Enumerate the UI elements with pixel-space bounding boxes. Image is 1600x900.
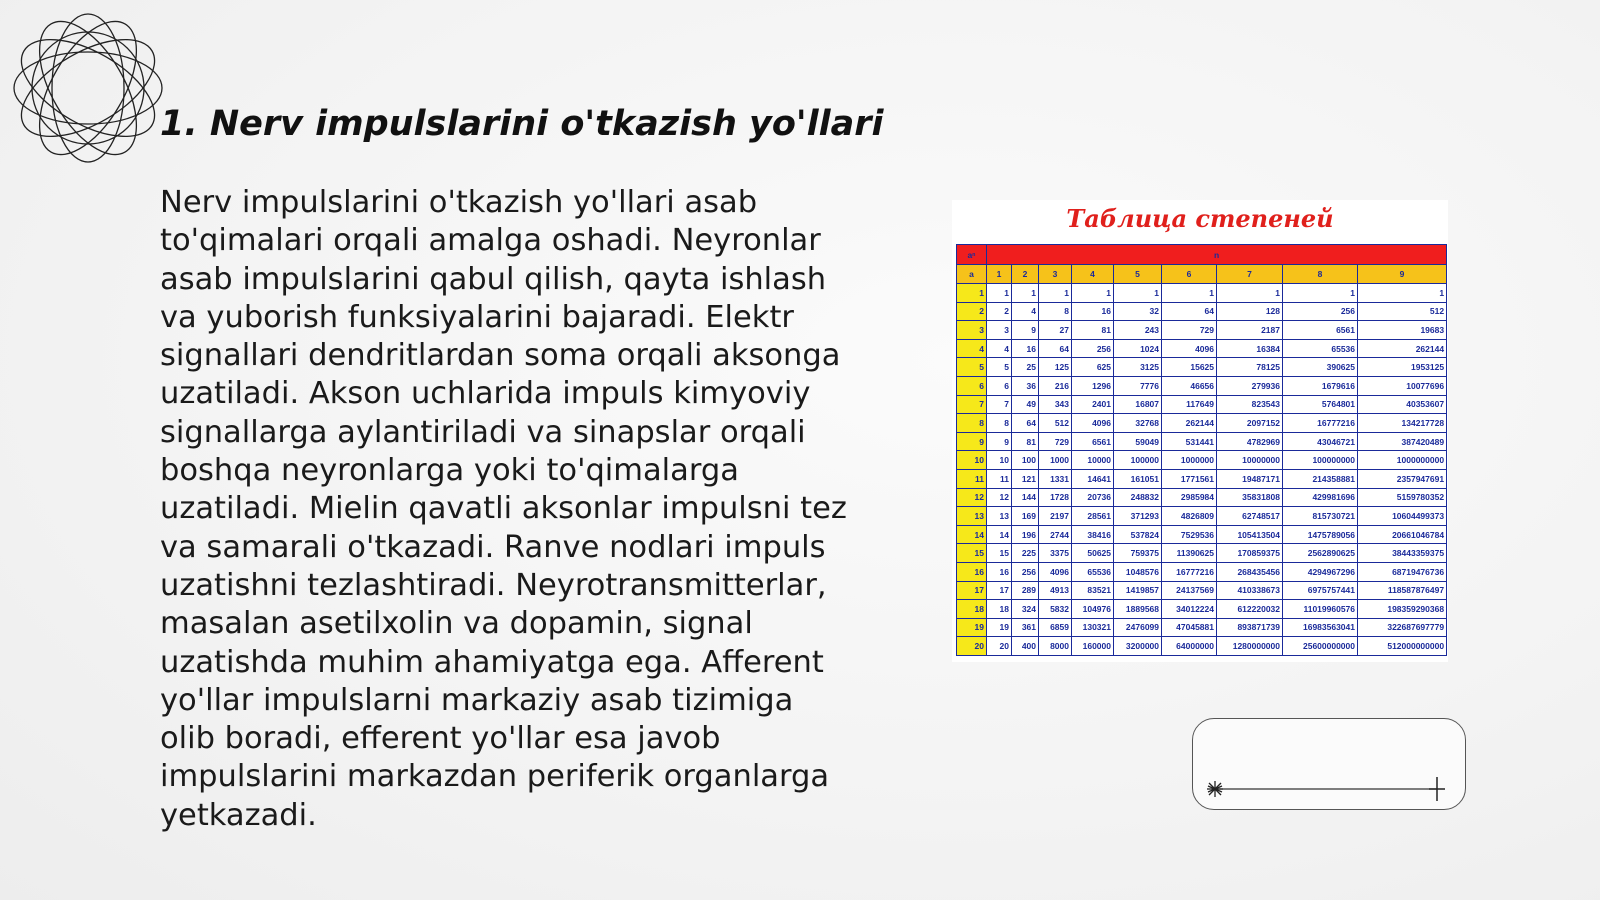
- table-cell: 64: [1012, 414, 1039, 433]
- table-row: [957, 488, 1447, 507]
- table-cell: 36: [1012, 376, 1039, 395]
- exponent-header-cell: 6: [1162, 265, 1217, 284]
- table-cell: 9: [987, 432, 1012, 451]
- table-cell: 20736: [1072, 488, 1114, 507]
- table-cell: 134217728: [1358, 414, 1447, 433]
- table-cell: 322687697779: [1358, 618, 1447, 637]
- table-cell: 16: [987, 562, 1012, 581]
- table-row: [957, 339, 1447, 358]
- table-cell: 144: [1012, 488, 1039, 507]
- table-cell: 1: [987, 284, 1012, 303]
- table-cell: 160000: [1072, 637, 1114, 656]
- table-cell: 289: [1012, 581, 1039, 600]
- table-cell: 7776: [1114, 376, 1162, 395]
- table-cell: 128: [1217, 302, 1283, 321]
- table-cell: 1419857: [1114, 581, 1162, 600]
- table-cell: 6561: [1283, 321, 1358, 340]
- table-cell: 1000: [1039, 451, 1072, 470]
- table-row: [957, 302, 1447, 321]
- table-cell: 46656: [1162, 376, 1217, 395]
- table-cell: 361: [1012, 618, 1039, 637]
- exponent-label: n: [987, 245, 1447, 265]
- table-cell: 279936: [1217, 376, 1283, 395]
- table-cell: 2357947691: [1358, 469, 1447, 488]
- table-row: [957, 637, 1447, 656]
- table-cell: 1: [1039, 284, 1072, 303]
- table-cell: 100000000: [1283, 451, 1358, 470]
- table-cell: 1: [1358, 284, 1447, 303]
- slide-title: 1. Nerv impulslarini o'tkazish yo'llari: [160, 104, 884, 144]
- table-cell: 5: [987, 358, 1012, 377]
- table-cell: 17: [987, 581, 1012, 600]
- table-cell: 2187: [1217, 321, 1283, 340]
- table-cell: 10: [987, 451, 1012, 470]
- table-row: [957, 321, 1447, 340]
- base-row-header: 20: [957, 637, 987, 656]
- base-row-header: 13: [957, 507, 987, 526]
- base-row-header: 14: [957, 525, 987, 544]
- table-cell: 1: [1012, 284, 1039, 303]
- table-cell: 256: [1283, 302, 1358, 321]
- table-cell: 1889568: [1114, 600, 1162, 619]
- table-cell: 4782969: [1217, 432, 1283, 451]
- table-cell: 387420489: [1358, 432, 1447, 451]
- table-cell: 10000000: [1217, 451, 1283, 470]
- base-row-header: 16: [957, 562, 987, 581]
- table-cell: 105413504: [1217, 525, 1283, 544]
- table-cell: 7529536: [1162, 525, 1217, 544]
- table-cell: 8000: [1039, 637, 1072, 656]
- table-cell: 64: [1039, 339, 1072, 358]
- table-cell: 16: [1072, 302, 1114, 321]
- table-cell: 15: [987, 544, 1012, 563]
- table-cell: 2197: [1039, 507, 1072, 526]
- table-cell: 16384: [1217, 339, 1283, 358]
- table-row: [957, 600, 1447, 619]
- table-cell: 1024: [1114, 339, 1162, 358]
- table-cell: 19683: [1358, 321, 1447, 340]
- table-cell: 19487171: [1217, 469, 1283, 488]
- slide-body-paragraph: Nerv impulslarini o'tkazish yo'llari asab to'qimalari orqali amalga oshadi. Neyronlar asab impulslarini qabul qilish, qayta ishlash va yuborish funksiyalarini bajaradi. Elektr signallari dendritlardan soma orqali aksonga uzatiladi. Akson uchlarida impuls kimyoviy signallarga aylantiriladi va sinapslar orqali boshqa neyronlarga yoki to'qimalarga uzatiladi. Mielin qavatli aksonlar impulsni tez va samarali o'tkazadi. Ranve nodlari impuls uzatishni tezlashtiradi. Neyrotransmitterlar, masalan asetilxolin va dopamin, signal uzatishda muhim ahamiyatga ega. Afferent yo'llar impulslarni markaziy asab tizimiga olib boradi, efferent yo'llar esa javob impulslarini markazdan periferik organlarga yetkazadi.: [160, 185, 847, 833]
- table-cell: 1953125: [1358, 358, 1447, 377]
- table-cell: 7: [987, 395, 1012, 414]
- exponent-header-cell: 7: [1217, 265, 1283, 284]
- powers-table: [956, 244, 1447, 656]
- table-cell: 324: [1012, 600, 1039, 619]
- base-row-header: 10: [957, 451, 987, 470]
- table-cell: 11: [987, 469, 1012, 488]
- table-row: [957, 507, 1447, 526]
- table-cell: 16777216: [1162, 562, 1217, 581]
- table-cell: 1679616: [1283, 376, 1358, 395]
- base-row-header: 1: [957, 284, 987, 303]
- table-cell: 4096: [1039, 562, 1072, 581]
- table-cell: 83521: [1072, 581, 1114, 600]
- table-cell: 11390625: [1162, 544, 1217, 563]
- table-cell: 1048576: [1114, 562, 1162, 581]
- table-cell: 815730721: [1283, 507, 1358, 526]
- base-row-header: 18: [957, 600, 987, 619]
- table-cell: 13: [987, 507, 1012, 526]
- table-cell: 100000: [1114, 451, 1162, 470]
- table-cell: 5159780352: [1358, 488, 1447, 507]
- table-cell: 10077696: [1358, 376, 1447, 395]
- table-row: [957, 395, 1447, 414]
- base-row-header: 6: [957, 376, 987, 395]
- exponent-header-cell: 3: [1039, 265, 1072, 284]
- table-cell: 256: [1072, 339, 1114, 358]
- table-cell: 3125: [1114, 358, 1162, 377]
- table-cell: 1000000: [1162, 451, 1217, 470]
- exponent-header-cell: 1: [987, 265, 1012, 284]
- table-cell: 65536: [1072, 562, 1114, 581]
- table-cell: 729: [1039, 432, 1072, 451]
- exponent-header-cell: 2: [1012, 265, 1039, 284]
- table-cell: 625: [1072, 358, 1114, 377]
- table-cell: 8: [1039, 302, 1072, 321]
- table-cell: 125: [1039, 358, 1072, 377]
- table-cell: 27: [1039, 321, 1072, 340]
- table-cell: 4: [1012, 302, 1039, 321]
- table-cell: 6561: [1072, 432, 1114, 451]
- table-cell: 28561: [1072, 507, 1114, 526]
- table-cell: 2476099: [1114, 618, 1162, 637]
- table-cell: 10000: [1072, 451, 1114, 470]
- table-row: [957, 525, 1447, 544]
- table-cell: 1: [1072, 284, 1114, 303]
- base-row-header: 17: [957, 581, 987, 600]
- table-cell: 4826809: [1162, 507, 1217, 526]
- table-cell: 11019960576: [1283, 600, 1358, 619]
- table-cell: 2985984: [1162, 488, 1217, 507]
- table-cell: 12: [987, 488, 1012, 507]
- table-cell: 4294967296: [1283, 562, 1358, 581]
- table-cell: 1331: [1039, 469, 1072, 488]
- powers-table-image: [952, 200, 1448, 662]
- table-row: [957, 414, 1447, 433]
- table-cell: 9: [1012, 321, 1039, 340]
- table-row: [957, 432, 1447, 451]
- table-cell: 262144: [1358, 339, 1447, 358]
- table-cell: 64000000: [1162, 637, 1217, 656]
- table-row: [957, 618, 1447, 637]
- table-cell: 32768: [1114, 414, 1162, 433]
- table-cell: 893871739: [1217, 618, 1283, 637]
- base-label: a: [957, 265, 987, 284]
- table-cell: 537824: [1114, 525, 1162, 544]
- base-row-header: 2: [957, 302, 987, 321]
- table-cell: 2: [987, 302, 1012, 321]
- table-cell: 512000000000: [1358, 637, 1447, 656]
- table-cell: 62748517: [1217, 507, 1283, 526]
- table-cell: 59049: [1114, 432, 1162, 451]
- table-cell: 20: [987, 637, 1012, 656]
- base-row-header: 4: [957, 339, 987, 358]
- table-cell: 25: [1012, 358, 1039, 377]
- base-row-header: 15: [957, 544, 987, 563]
- table-row: [957, 376, 1447, 395]
- table-cell: 256: [1012, 562, 1039, 581]
- base-row-header: 8: [957, 414, 987, 433]
- base-row-header: 9: [957, 432, 987, 451]
- table-row: [957, 284, 1447, 303]
- exponent-header-cell: 4: [1072, 265, 1114, 284]
- powers-table-top-header: [957, 245, 1447, 265]
- table-cell: 429981696: [1283, 488, 1358, 507]
- table-row: [957, 469, 1447, 488]
- table-cell: 3: [987, 321, 1012, 340]
- table-cell: 1: [1162, 284, 1217, 303]
- table-cell: 15625: [1162, 358, 1217, 377]
- powers-table-exponent-row: [957, 265, 1447, 284]
- table-cell: 78125: [1217, 358, 1283, 377]
- table-cell: 16983563041: [1283, 618, 1358, 637]
- table-cell: 2401: [1072, 395, 1114, 414]
- table-row: [957, 581, 1447, 600]
- table-cell: 3375: [1039, 544, 1072, 563]
- table-cell: 24137569: [1162, 581, 1217, 600]
- table-cell: 4913: [1039, 581, 1072, 600]
- corner-label: aⁿ: [957, 245, 987, 265]
- table-cell: 118587876497: [1358, 581, 1447, 600]
- table-cell: 104976: [1072, 600, 1114, 619]
- base-row-header: 7: [957, 395, 987, 414]
- table-cell: 14641: [1072, 469, 1114, 488]
- table-cell: 40353607: [1358, 395, 1447, 414]
- table-cell: 121: [1012, 469, 1039, 488]
- table-cell: 729: [1162, 321, 1217, 340]
- table-cell: 100: [1012, 451, 1039, 470]
- base-row-header: 3: [957, 321, 987, 340]
- base-row-header: 12: [957, 488, 987, 507]
- table-cell: 4096: [1072, 414, 1114, 433]
- table-cell: 170859375: [1217, 544, 1283, 563]
- table-cell: 400: [1012, 637, 1039, 656]
- table-cell: 25600000000: [1283, 637, 1358, 656]
- table-cell: 196: [1012, 525, 1039, 544]
- table-cell: 262144: [1162, 414, 1217, 433]
- table-cell: 3200000: [1114, 637, 1162, 656]
- table-cell: 20661046784: [1358, 525, 1447, 544]
- table-cell: 65536: [1283, 339, 1358, 358]
- table-cell: 68719476736: [1358, 562, 1447, 581]
- base-row-header: 11: [957, 469, 987, 488]
- table-cell: 1: [1217, 284, 1283, 303]
- table-cell: 161051: [1114, 469, 1162, 488]
- table-cell: 4: [987, 339, 1012, 358]
- circular-wireframe-logo-icon: [8, 8, 168, 168]
- table-cell: 81: [1012, 432, 1039, 451]
- table-cell: 531441: [1162, 432, 1217, 451]
- plus-icon[interactable]: [1429, 777, 1445, 801]
- exponent-header-cell: 8: [1283, 265, 1358, 284]
- base-row-header: 19: [957, 618, 987, 637]
- table-cell: 216: [1039, 376, 1072, 395]
- slider-widget[interactable]: [1192, 718, 1466, 810]
- table-cell: 214358881: [1283, 469, 1358, 488]
- table-cell: 6975757441: [1283, 581, 1358, 600]
- table-cell: 64: [1162, 302, 1217, 321]
- table-cell: 371293: [1114, 507, 1162, 526]
- table-cell: 759375: [1114, 544, 1162, 563]
- table-cell: 612220032: [1217, 600, 1283, 619]
- table-cell: 10604499373: [1358, 507, 1447, 526]
- table-cell: 823543: [1217, 395, 1283, 414]
- table-cell: 35831808: [1217, 488, 1283, 507]
- table-cell: 248832: [1114, 488, 1162, 507]
- table-cell: 5832: [1039, 600, 1072, 619]
- table-cell: 130321: [1072, 618, 1114, 637]
- table-cell: 32: [1114, 302, 1162, 321]
- table-cell: 18: [987, 600, 1012, 619]
- powers-table-title: Таблица степеней: [1066, 204, 1334, 233]
- table-cell: 2562890625: [1283, 544, 1358, 563]
- table-cell: 6859: [1039, 618, 1072, 637]
- table-cell: 19: [987, 618, 1012, 637]
- table-cell: 1728: [1039, 488, 1072, 507]
- table-cell: 169: [1012, 507, 1039, 526]
- table-cell: 390625: [1283, 358, 1358, 377]
- table-cell: 343: [1039, 395, 1072, 414]
- table-cell: 47045881: [1162, 618, 1217, 637]
- table-cell: 34012224: [1162, 600, 1217, 619]
- exponent-header-cell: 9: [1358, 265, 1447, 284]
- table-cell: 1280000000: [1217, 637, 1283, 656]
- table-cell: 1771561: [1162, 469, 1217, 488]
- table-cell: 49: [1012, 395, 1039, 414]
- table-cell: 1000000000: [1358, 451, 1447, 470]
- table-cell: 14: [987, 525, 1012, 544]
- table-cell: 81: [1072, 321, 1114, 340]
- table-cell: 1475789056: [1283, 525, 1358, 544]
- table-cell: 2097152: [1217, 414, 1283, 433]
- table-row: [957, 562, 1447, 581]
- table-cell: 5764801: [1283, 395, 1358, 414]
- table-cell: 8: [987, 414, 1012, 433]
- starburst-icon: [1207, 781, 1223, 797]
- table-row: [957, 544, 1447, 563]
- table-cell: 225: [1012, 544, 1039, 563]
- table-cell: 16: [1012, 339, 1039, 358]
- table-cell: 16807: [1114, 395, 1162, 414]
- table-cell: 1: [1114, 284, 1162, 303]
- table-cell: 243: [1114, 321, 1162, 340]
- table-cell: 1: [1283, 284, 1358, 303]
- table-cell: 198359290368: [1358, 600, 1447, 619]
- table-cell: 268435456: [1217, 562, 1283, 581]
- table-cell: 38416: [1072, 525, 1114, 544]
- table-cell: 117649: [1162, 395, 1217, 414]
- table-cell: 6: [987, 376, 1012, 395]
- table-cell: 4096: [1162, 339, 1217, 358]
- exponent-header-cell: 5: [1114, 265, 1162, 284]
- table-row: [957, 451, 1447, 470]
- table-cell: 16777216: [1283, 414, 1358, 433]
- table-row: [957, 358, 1447, 377]
- table-cell: 512: [1358, 302, 1447, 321]
- table-cell: 410338673: [1217, 581, 1283, 600]
- table-cell: 512: [1039, 414, 1072, 433]
- base-row-header: 5: [957, 358, 987, 377]
- table-cell: 50625: [1072, 544, 1114, 563]
- table-cell: 43046721: [1283, 432, 1358, 451]
- table-cell: 1296: [1072, 376, 1114, 395]
- table-cell: 38443359375: [1358, 544, 1447, 563]
- table-cell: 2744: [1039, 525, 1072, 544]
